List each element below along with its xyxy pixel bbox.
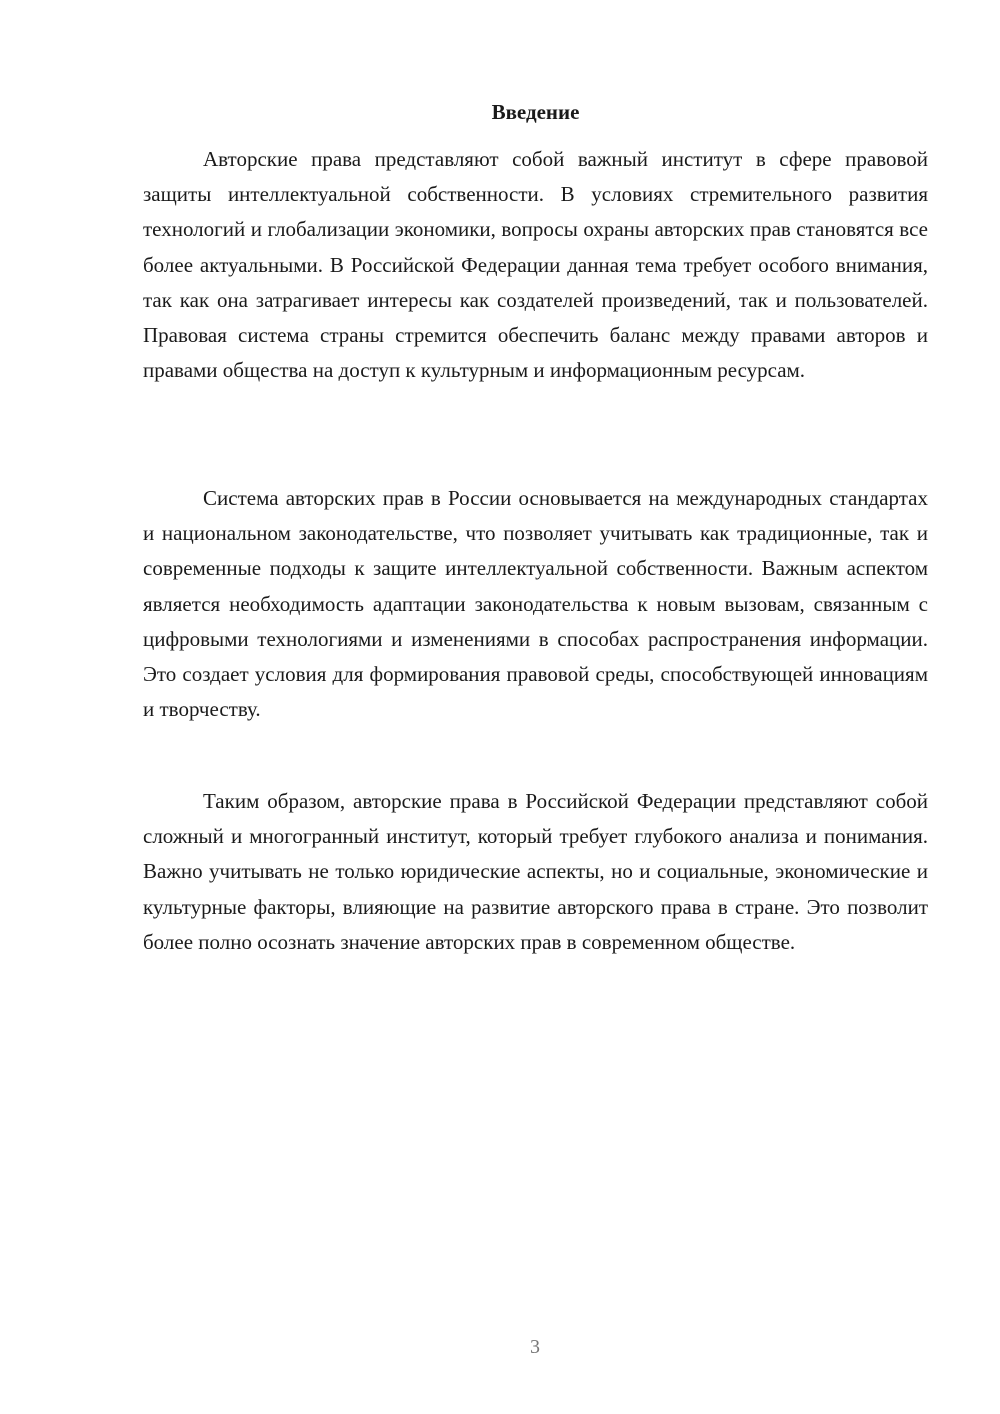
paragraph-1: Авторские права представляют собой важный институт в сфере правовой защиты интеллектуальной собственности. В условиях стремительного развития технологий и глобализации экономики, вопросы охраны авторских прав становятся все более актуальными. В Российской Федерации данная тема требует особого внимания, так как она затрагивает интересы как создателей произведений, так и пользователей. Правовая система страны стремится обеспечить баланс между правами авторов и правами общества на доступ к культурным и информационным ресурсам.: [143, 147, 928, 383]
paragraph-3: Таким образом, авторские права в Российской Федерации представляют собой сложный и многогранный институт, который требует глубокого анализа и понимания. Важно учитывать не только юридические аспекты, но и социальные, экономические и культурные факторы, влияющие на развитие авторского права в стране. Это позволит более полно осознать значение авторских прав в современном обществе.: [143, 789, 928, 954]
paragraph-2: Система авторских прав в России основывается на международных стандартах и национальном законодательстве, что позволяет учитывать как традиционные, так и современные подходы к защите интеллектуальной собственности. Важным аспектом является необходимость адаптации законодательства к новым вызовам, связанным с цифровыми технологиями и изменениями в способах распространения информации. Это создает условия для формирования правовой среды, способствующей инновациям и творчеству.: [143, 486, 928, 722]
section-heading: Введение: [491, 100, 580, 124]
page-number: 3: [530, 1336, 540, 1358]
